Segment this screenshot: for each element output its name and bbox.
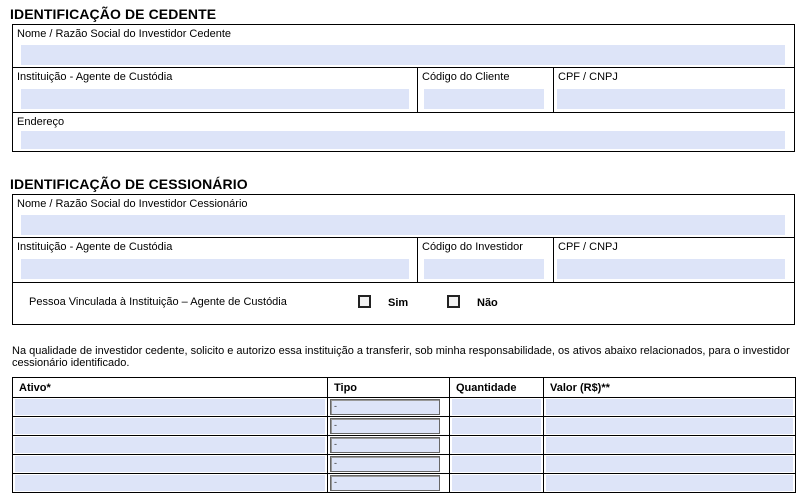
tipo-select[interactable]: - [330,456,440,472]
cessionario-instituicao-field[interactable] [21,259,409,279]
cedente-endereco-label: Endereço [17,116,65,128]
cessionario-cpf-label: CPF / CNPJ [558,241,618,253]
divider [13,282,794,283]
cedente-nome-label: Nome / Razão Social do Investidor Cedente [17,28,232,40]
valor-field[interactable] [546,475,793,491]
cedente-codigo-field[interactable] [424,89,544,109]
cessionario-instituicao-label: Instituição - Agente de Custódia [17,241,173,253]
header-valor: Valor (R$)** [544,378,796,398]
tipo-select[interactable]: - [330,418,440,434]
assets-table [12,377,796,493]
ativo-field[interactable] [15,475,325,491]
valor-field[interactable] [546,418,793,434]
header-tipo: Tipo [328,378,450,398]
valor-field[interactable] [546,437,793,453]
quantidade-field[interactable] [452,418,541,434]
ativo-field[interactable] [15,418,325,434]
cedente-endereco-field[interactable] [21,131,785,149]
valor-field[interactable] [546,399,793,415]
quantidade-field[interactable] [452,475,541,491]
cedente-instituicao-label: Instituição - Agente de Custódia [17,71,173,83]
table-row [13,474,796,493]
table-row [13,398,796,417]
table-row [13,455,796,474]
table-row [13,436,796,455]
tipo-select[interactable]: - [330,437,440,453]
ativo-field[interactable] [15,437,325,453]
ativo-field[interactable] [15,456,325,472]
cedente-nome-field[interactable] [21,45,785,65]
cessionario-section-title: IDENTIFICAÇÃO DE CESSIONÁRIO [10,176,248,192]
sim-label: Sim [388,297,409,309]
table-header-row [13,378,796,398]
quantidade-field[interactable] [452,399,541,415]
cedente-cpf-label: CPF / CNPJ [558,71,618,83]
cedente-box [12,24,795,152]
cessionario-cpf-field[interactable] [557,259,785,279]
cessionario-nome-field[interactable] [21,215,785,235]
quantidade-field[interactable] [452,437,541,453]
valor-field[interactable] [546,456,793,472]
cedente-codigo-label: Código do Cliente [422,71,510,83]
quantidade-field[interactable] [452,456,541,472]
cedente-section-title: IDENTIFICAÇÃO DE CEDENTE [10,6,217,22]
header-quantidade: Quantidade [450,378,544,398]
divider [13,112,794,113]
sim-checkbox[interactable] [358,295,371,308]
vinculada-label: Pessoa Vinculada à Instituição – Agente de Custódia [29,296,287,308]
cessionario-nome-label: Nome / Razão Social do Investidor Cessionário [17,198,248,210]
ativo-field[interactable] [15,399,325,415]
nao-checkbox[interactable] [447,295,460,308]
tipo-select[interactable]: - [330,399,440,415]
cessionario-codigo-label: Código do Investidor [422,241,523,253]
cedente-cpf-field[interactable] [557,89,785,109]
tipo-select[interactable]: - [330,475,440,491]
nao-label: Não [477,297,498,309]
cedente-instituicao-field[interactable] [21,89,409,109]
header-ativo: Ativo* [13,378,328,398]
cessionario-box [12,194,795,325]
cessionario-codigo-field[interactable] [424,259,544,279]
table-row [13,417,796,436]
authorization-text: Na qualidade de investidor cedente, solicito e autorizo essa instituição a transferir, sob minha responsabilidade, os ativos abaixo relacionados, para o investidor cessionário identificado. [12,345,790,369]
